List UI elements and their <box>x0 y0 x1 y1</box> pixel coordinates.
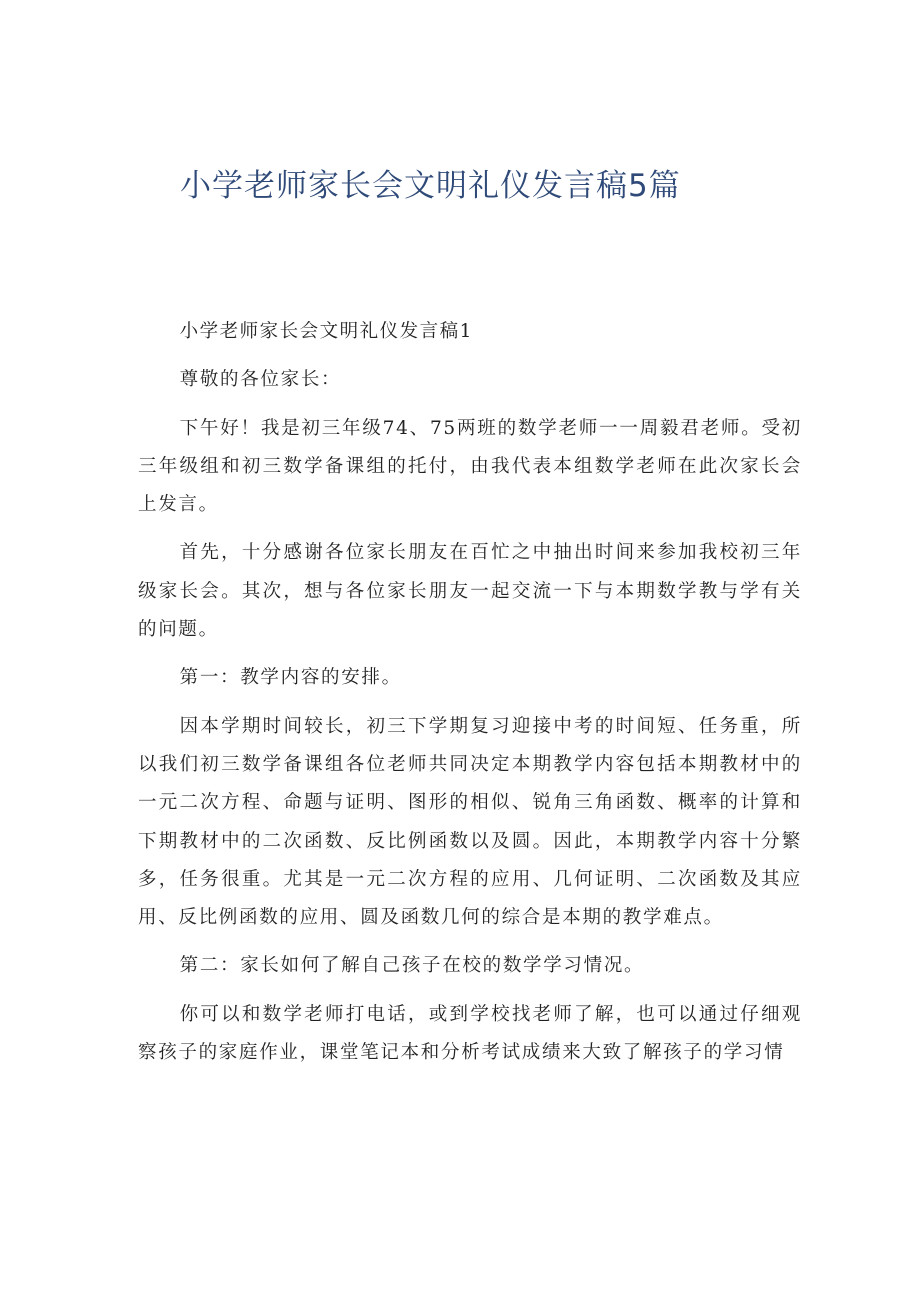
point-two-heading: 第二：家长如何了解自己孩子在校的数学学习情况。 <box>179 955 645 977</box>
document-title: 小学老师家长会文明礼仪发言稿5篇 <box>180 168 681 204</box>
paragraph-parent-advice: 你可以和数学老师打电话，或到学校找老师了解，也可以通过仔细观察孩子的家庭作业，课堂笔记本和分析考试成绩来大致了解孩子的学习情 <box>138 1003 802 1064</box>
paragraph-thanks: 首先，十分感谢各位家长朋友在百忙之中抽出时间来参加我校初三年级家长会。其次，想与各位家长朋友一起交流一下与本期数学教与学有关的问题。 <box>138 542 802 641</box>
paragraph-greeting: 下午好！我是初三年级74、75两班的数学老师一一周毅君老师。受初三年级组和初三数学备课组的托付，由我代表本组数学老师在此次家长会上发言。 <box>138 417 802 516</box>
section-heading: 小学老师家长会文明礼仪发言稿1 <box>179 321 473 342</box>
point-one-heading: 第一：教学内容的安排。 <box>179 667 402 689</box>
document-body <box>138 313 802 1082</box>
paragraph-teaching-content: 因本学期时间较长，初三下学期复习迎接中考的时间短、任务重，所以我们初三数学备课组各位老师共同决定本期教学内容包括本期教材中的一元二次方程、命题与证明、图形的相似、锐角三角函数、概率的计算和下期教材中的二次函数、反比例函数以及圆。因此，本期教学内容十分繁多，任务很重。尤其是一元二次方程的应用、几何证明、二次函数及其应用、反比例函数的应用、圆及函数几何的综合是本期的教学难点。 <box>138 715 802 929</box>
salutation: 尊敬的各位家长： <box>179 369 342 391</box>
